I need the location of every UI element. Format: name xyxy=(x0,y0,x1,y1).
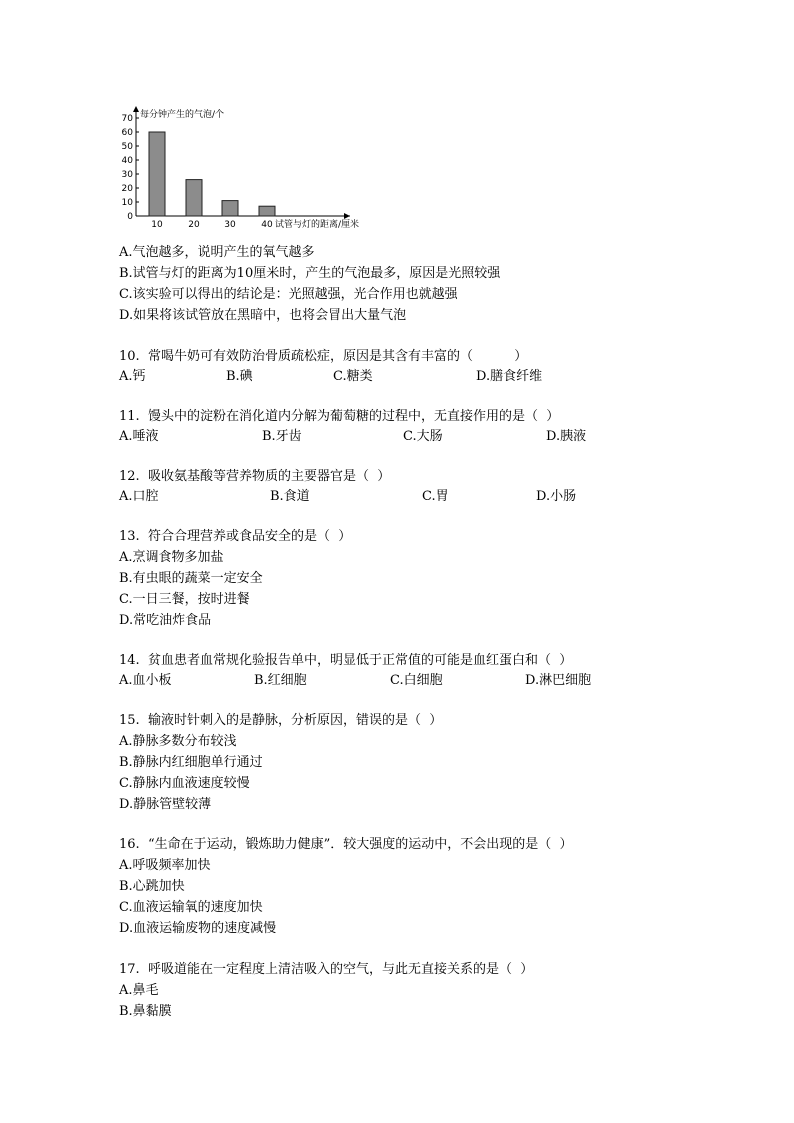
y-tick-label: 50 xyxy=(121,142,133,152)
q15-option-b: B.静脉内红细胞单行通过 xyxy=(119,755,263,770)
q14-option-a: A.血小板 xyxy=(119,673,172,688)
q16-option-a: A.呼吸频率加快 xyxy=(119,858,211,873)
q11-option-c: C.大肠 xyxy=(403,429,443,444)
q14-option-d: D.淋巴细胞 xyxy=(525,673,592,688)
q10-option-a: A.钙 xyxy=(119,369,146,384)
x-tick-label: 10 xyxy=(151,220,163,230)
q12-options xyxy=(119,488,639,506)
y-tick-label: 60 xyxy=(121,128,133,138)
bar-chart xyxy=(118,104,368,236)
q13-option-c: C.一日三餐，按时进餐 xyxy=(119,592,250,607)
q16-option-b: B.心跳加快 xyxy=(119,879,185,894)
q9-option-a: A.气泡越多，说明产生的氧气越多 xyxy=(119,245,315,260)
bar xyxy=(186,180,202,216)
q13-stem: 13. 符合合理营养或食品安全的是（ ） xyxy=(119,529,352,544)
y-tick-label: 70 xyxy=(121,114,133,124)
x-axis-arrow xyxy=(344,213,350,219)
q15-option-a: A.静脉多数分布较浅 xyxy=(119,734,237,749)
y-tick-label: 10 xyxy=(121,198,133,208)
q15-option-d: D.静脉管壁较薄 xyxy=(119,797,212,812)
y-tick-label: 0 xyxy=(127,212,133,222)
q10-option-d: D.膳食纤维 xyxy=(476,369,543,384)
q11-options xyxy=(119,428,639,446)
x-tick-label: 30 xyxy=(224,220,236,230)
q10-option-c: C.糖类 xyxy=(333,369,373,384)
q15-stem: 15. 输液时针刺入的是静脉，分析原因，错误的是（ ） xyxy=(119,713,443,728)
q17-option-b: B.鼻黏膜 xyxy=(119,1004,172,1019)
y-tick-label: 20 xyxy=(121,184,133,194)
q13-option-a: A.烹调食物多加盐 xyxy=(119,550,224,565)
q14-option-b: B.红细胞 xyxy=(254,673,307,688)
q10-stem: 10. 常喝牛奶可有效防治骨质疏松症，原因是其含有丰富的（ ） xyxy=(119,349,528,364)
q16-option-c: C.血液运输氧的速度加快 xyxy=(119,900,263,915)
q16-option-d: D.血液运输废物的速度减慢 xyxy=(119,921,277,936)
x-axis-label: 试管与灯的距离/厘米 xyxy=(275,220,360,230)
x-tick-label: 20 xyxy=(188,220,200,230)
q9-option-d: D.如果将该试管放在黑暗中，也将会冒出大量气泡 xyxy=(119,308,407,323)
q17-option-a: A.鼻毛 xyxy=(119,983,159,998)
q14-option-c: C.白细胞 xyxy=(390,673,443,688)
q11-stem: 11. 馒头中的淀粉在消化道内分解为葡萄糖的过程中，无直接作用的是（ ） xyxy=(119,409,560,424)
y-axis-label: 每分钟产生的气泡/个 xyxy=(140,110,225,120)
q17-stem: 17. 呼吸道能在一定程度上清洁吸入的空气，与此无直接关系的是（ ） xyxy=(119,962,534,977)
q13-option-b: B.有虫眼的蔬菜一定安全 xyxy=(119,571,263,586)
q10-option-b: B.碘 xyxy=(226,369,253,384)
q12-option-b: B.食道 xyxy=(270,489,310,504)
q11-option-a: A.唾液 xyxy=(119,429,159,444)
q16-stem: 16. “生命在于运动，锻炼助力健康”．较大强度的运动中，不会出现的是（ ） xyxy=(119,837,573,852)
bar xyxy=(259,206,275,216)
bar xyxy=(149,132,165,216)
bar xyxy=(222,201,238,216)
q10-options xyxy=(119,368,639,386)
q15-option-c: C.静脉内血液速度较慢 xyxy=(119,776,250,791)
q12-option-a: A.口腔 xyxy=(119,489,159,504)
y-tick-label: 30 xyxy=(121,170,133,180)
y-tick-label: 40 xyxy=(121,156,133,166)
q12-option-d: D.小肠 xyxy=(536,489,577,504)
q14-options xyxy=(119,672,639,690)
q9-option-c: C.该实验可以得出的结论是：光照越强，光合作用也就越强 xyxy=(119,287,458,302)
q13-option-d: D.常吃油炸食品 xyxy=(119,613,212,628)
q9-option-b: B.试管与灯的距离为10厘米时，产生的气泡最多，原因是光照较强 xyxy=(119,266,501,281)
x-tick-label: 40 xyxy=(261,220,273,230)
q11-option-b: B.牙齿 xyxy=(262,429,302,444)
y-axis-arrow xyxy=(133,106,139,112)
q11-option-d: D.胰液 xyxy=(546,429,587,444)
q12-stem: 12. 吸收氨基酸等营养物质的主要器官是（ ） xyxy=(119,469,391,484)
q12-option-c: C.胃 xyxy=(422,489,449,504)
q14-stem: 14. 贫血患者血常规化验报告单中，明显低于正常值的可能是血红蛋白和（ ） xyxy=(119,653,573,668)
